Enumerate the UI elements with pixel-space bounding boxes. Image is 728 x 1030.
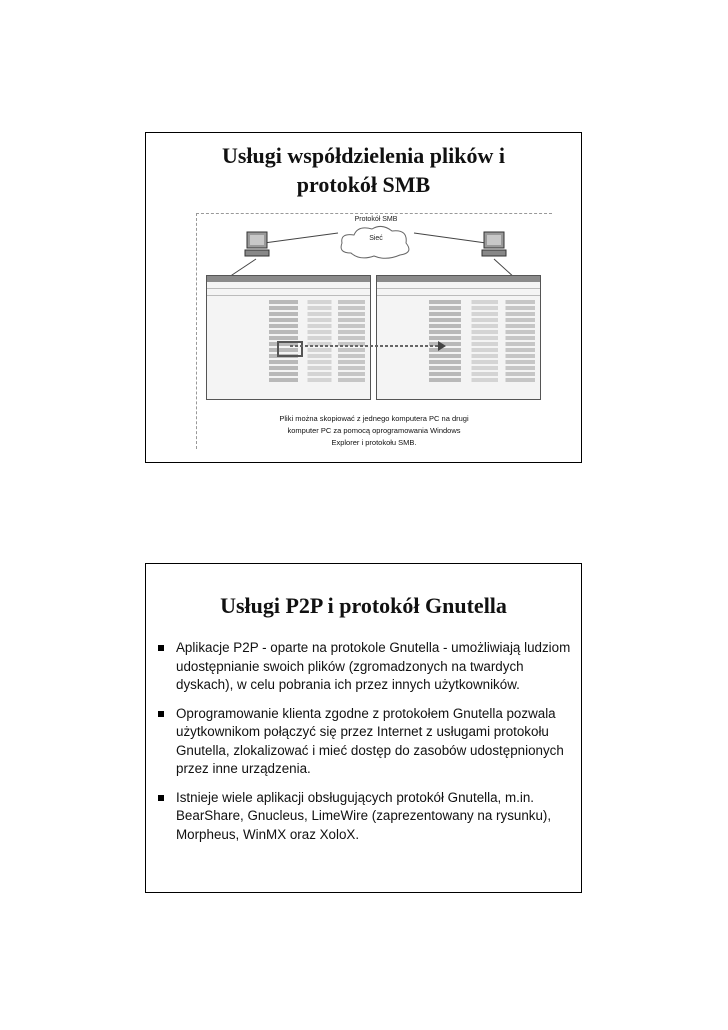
bullet-item xyxy=(154,705,572,779)
slide-smb xyxy=(145,132,582,463)
copy-arrow-head-icon xyxy=(438,341,448,351)
right-explorer-window xyxy=(376,275,541,400)
window-menubar xyxy=(377,282,540,289)
slide-title xyxy=(146,141,581,199)
left-explorer-window xyxy=(206,275,371,400)
window-toolbar xyxy=(207,289,370,296)
bullet-text: Oprogramowanie klienta zgodne z protokołem Gnutella pozwala użytkownikom połączyć się przez Internet z usługami protokołu Gnutella, zlokalizować i mieć dostęp do zasobów udostępnionych przez inne urządzenia. xyxy=(176,705,564,776)
window-toolbar xyxy=(377,289,540,296)
caption-line-3: Explorer i protokołu SMB. xyxy=(331,438,417,447)
bullet-text: Istnieje wiele aplikacji obsługujących protokół Gnutella, m.in. BearShare, Gnucleus, LimeWire (zaprezentowany na rysunku), Morpheus, WinMX oraz XoloX. xyxy=(176,789,552,842)
bullet-item xyxy=(154,789,572,845)
bullet-item xyxy=(154,639,572,695)
title-line-2: protokół SMB xyxy=(296,172,431,197)
bullet-square-icon xyxy=(158,795,164,801)
bullet-text: Aplikacje P2P - oparte na protokole Gnutella - umożliwiają ludziom udostępnianie swoich plików (zgromadzonych na twardych dyskach), w celu pobrania ich przez innych użytkowników. xyxy=(176,640,571,692)
bullet-list xyxy=(154,639,572,854)
bullet-square-icon xyxy=(158,711,164,717)
selected-file-highlight xyxy=(277,341,303,357)
network-label: Sieć xyxy=(369,235,383,242)
caption-line-1: Pliki można skopiować z jednego komputera PC na drugi xyxy=(279,414,469,423)
copy-arrow-line xyxy=(290,345,440,347)
bullet-square-icon xyxy=(158,645,164,651)
window-menubar xyxy=(207,282,370,289)
title-line-1: Usługi współdzielenia plików i xyxy=(221,143,505,168)
slide-p2p-gnutella xyxy=(145,563,582,893)
figure-caption xyxy=(264,413,484,449)
protocol-label: Protokół SMB xyxy=(354,216,398,223)
caption-line-2: komputer PC za pomocą oprogramowania Windows xyxy=(287,426,461,435)
slide-title: Usługi P2P i protokół Gnutella xyxy=(220,593,507,618)
